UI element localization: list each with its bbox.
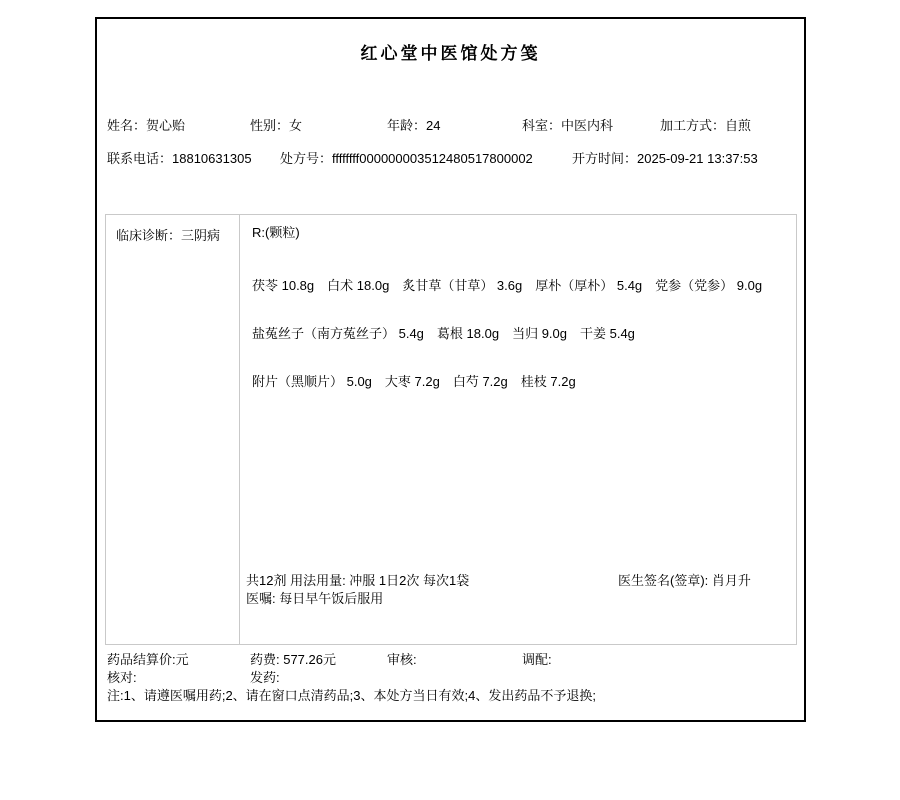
- department-label: 科室：: [522, 118, 562, 133]
- patient-name-value: 贺心贻: [146, 118, 186, 133]
- prescription-number-label: 处方号：: [280, 151, 333, 166]
- rx-form-header: R:(颗粒): [252, 225, 300, 240]
- patient-gender-label: 性别：: [250, 118, 290, 133]
- herb-item: 白术 18.0g: [327, 278, 390, 293]
- herb-item: 茯苓 10.8g: [252, 278, 315, 293]
- prescribe-time-value: 2025-09-21 13:37:53: [637, 151, 758, 166]
- processing-method-label: 加工方式：: [660, 118, 726, 133]
- patient-age-value: 24: [426, 118, 441, 133]
- prescribe-time: [572, 151, 758, 167]
- patient-name-label: 姓名：: [107, 118, 147, 133]
- patient-gender: [250, 118, 302, 134]
- prescribe-time-label: 开方时间：: [572, 151, 638, 166]
- herb-line: [252, 278, 775, 294]
- department-value: 中医内科: [561, 118, 614, 133]
- processing-method-value: 自煎: [725, 118, 752, 133]
- prescription-table: [105, 214, 797, 645]
- herb-item: 大枣 7.2g: [384, 374, 440, 389]
- department: [522, 118, 613, 134]
- issue-field: 发药:: [250, 670, 280, 685]
- herb-line: [252, 374, 589, 390]
- herb-item: 厚朴（厚朴） 5.4g: [535, 278, 643, 293]
- patient-name: [107, 118, 185, 134]
- herb-item: 干姜 5.4g: [580, 326, 635, 341]
- medical-advice: 医嘱: 每日早午饭后服用: [246, 591, 384, 606]
- herb-item: 盐菟丝子（南方菟丝子） 5.4g: [252, 326, 424, 341]
- contact-phone: [107, 151, 252, 167]
- prescription-sheet: [95, 17, 806, 722]
- clinical-diagnosis-label: 临床诊断：: [116, 228, 182, 243]
- dispense-prepare-field: 调配:: [522, 652, 552, 667]
- review-field: 审核:: [387, 652, 417, 667]
- processing-method: [660, 118, 751, 134]
- clinical-diagnosis-cell: [106, 215, 240, 644]
- patient-age: [387, 118, 440, 134]
- settlement-price: 药品结算价:元: [107, 652, 189, 667]
- prescription-body-cell: [240, 215, 796, 644]
- dose-count-and-usage: 共12剂 用法用量: 冲服 1日2次 每次1袋: [246, 573, 470, 588]
- herb-item: 葛根 18.0g: [436, 326, 500, 341]
- herb-item: 当归 9.0g: [512, 326, 567, 341]
- medicine-fee: 药费: 577.26元: [250, 652, 336, 667]
- herb-item: 炙甘草（甘草） 3.6g: [402, 278, 523, 293]
- herb-item: 白芍 7.2g: [452, 374, 508, 389]
- page-title: 红心堂中医馆处方笺: [360, 44, 541, 63]
- herb-item: 附片（黑顺片） 5.0g: [252, 374, 372, 389]
- herb-item: 桂枝 7.2g: [520, 374, 576, 389]
- prescription-number: [280, 151, 533, 167]
- patient-age-label: 年龄：: [387, 118, 427, 133]
- footer-note: 注:1、请遵医嘱用药;2、请在窗口点清药品;3、本处方当日有效;4、发出药品不予退换;: [107, 688, 596, 703]
- herb-item: 党参（党参） 9.0g: [655, 278, 763, 293]
- patient-gender-value: 女: [289, 118, 303, 133]
- check-field: 核对:: [107, 670, 137, 685]
- clinical-diagnosis-value: 三阴病: [181, 228, 221, 243]
- doctor-signature: 医生签名(签章): 肖月升: [618, 573, 751, 588]
- herb-line: [252, 326, 648, 342]
- contact-phone-value: 18810631305: [172, 151, 252, 166]
- contact-phone-label: 联系电话：: [107, 151, 173, 166]
- prescription-number-value: ffffffff000000003512480517800002: [332, 151, 533, 166]
